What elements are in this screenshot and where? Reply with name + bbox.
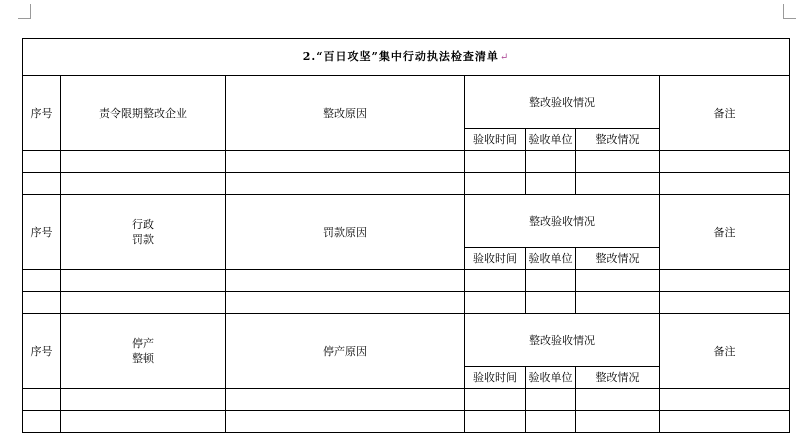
section-header-row xyxy=(23,314,790,367)
inspection-checklist-table xyxy=(22,38,790,433)
table-cell[interactable] xyxy=(226,292,465,314)
page-corner-mark-right xyxy=(783,4,796,19)
rectification-status-header: 整改情况 xyxy=(576,248,660,270)
table-cell[interactable] xyxy=(61,151,226,173)
table-cell[interactable] xyxy=(23,389,61,411)
table-cell[interactable] xyxy=(226,151,465,173)
table-row xyxy=(23,270,790,292)
acceptance-header: 整改验收情况 xyxy=(465,195,660,248)
table-cell[interactable] xyxy=(660,151,790,173)
seq-header: 序号 xyxy=(23,314,61,389)
table-cell[interactable] xyxy=(465,292,526,314)
acceptance-header: 整改验收情况 xyxy=(465,314,660,367)
table-cell[interactable] xyxy=(660,411,790,433)
table-cell[interactable] xyxy=(61,173,226,195)
reason-header: 整改原因 xyxy=(226,76,465,151)
table-cell[interactable] xyxy=(465,151,526,173)
table-cell[interactable] xyxy=(576,151,660,173)
rectification-status-header: 整改情况 xyxy=(576,367,660,389)
seq-header: 序号 xyxy=(23,76,61,151)
table-row xyxy=(23,151,790,173)
table-cell[interactable] xyxy=(576,411,660,433)
table-row xyxy=(23,173,790,195)
table-cell[interactable] xyxy=(660,292,790,314)
table-cell[interactable] xyxy=(226,411,465,433)
table-cell[interactable] xyxy=(526,411,576,433)
acceptance-unit-header: 验收单位 xyxy=(526,367,576,389)
table-cell[interactable] xyxy=(465,411,526,433)
acceptance-header: 整改验收情况 xyxy=(465,76,660,129)
page-corner-mark-left xyxy=(18,4,31,19)
category-header: 停产 整顿 xyxy=(61,314,226,389)
reason-header: 停产原因 xyxy=(226,314,465,389)
table-cell[interactable] xyxy=(23,173,61,195)
table-cell[interactable] xyxy=(526,173,576,195)
seq-header: 序号 xyxy=(23,195,61,270)
table-cell[interactable] xyxy=(576,292,660,314)
table-cell[interactable] xyxy=(660,389,790,411)
section-header-row xyxy=(23,195,790,248)
acceptance-time-header: 验收时间 xyxy=(465,129,526,151)
reason-header: 罚款原因 xyxy=(226,195,465,270)
table-cell[interactable] xyxy=(526,151,576,173)
acceptance-time-header: 验收时间 xyxy=(465,367,526,389)
table-cell[interactable] xyxy=(526,389,576,411)
table-cell[interactable] xyxy=(61,270,226,292)
table-cell[interactable] xyxy=(226,173,465,195)
table-cell[interactable] xyxy=(61,411,226,433)
category-header: 责令限期整改企业 xyxy=(61,76,226,151)
acceptance-time-header: 验收时间 xyxy=(465,248,526,270)
table-cell[interactable] xyxy=(465,173,526,195)
table-cell[interactable] xyxy=(61,292,226,314)
table-cell[interactable] xyxy=(226,389,465,411)
table-cell[interactable] xyxy=(23,292,61,314)
table-row xyxy=(23,389,790,411)
remark-header: 备注 xyxy=(660,195,790,270)
table-cell[interactable] xyxy=(576,389,660,411)
table-title: 2.“百日攻坚”集中行动执法检查清单↵ xyxy=(23,39,790,76)
table-cell[interactable] xyxy=(61,389,226,411)
table-cell[interactable] xyxy=(23,151,61,173)
section-header-row xyxy=(23,76,790,129)
table-row xyxy=(23,292,790,314)
remark-header: 备注 xyxy=(660,76,790,151)
rectification-status-header: 整改情况 xyxy=(576,129,660,151)
table-cell[interactable] xyxy=(23,270,61,292)
table-row xyxy=(23,411,790,433)
table-cell[interactable] xyxy=(660,173,790,195)
table-cell[interactable] xyxy=(576,270,660,292)
table-cell[interactable] xyxy=(23,411,61,433)
table-cell[interactable] xyxy=(526,292,576,314)
acceptance-unit-header: 验收单位 xyxy=(526,248,576,270)
table-cell[interactable] xyxy=(465,389,526,411)
category-header: 行政 罚款 xyxy=(61,195,226,270)
table-cell[interactable] xyxy=(660,270,790,292)
table-cell[interactable] xyxy=(526,270,576,292)
remark-header: 备注 xyxy=(660,314,790,389)
table-cell[interactable] xyxy=(576,173,660,195)
acceptance-unit-header: 验收单位 xyxy=(526,129,576,151)
table-cell[interactable] xyxy=(465,270,526,292)
table-cell[interactable] xyxy=(226,270,465,292)
